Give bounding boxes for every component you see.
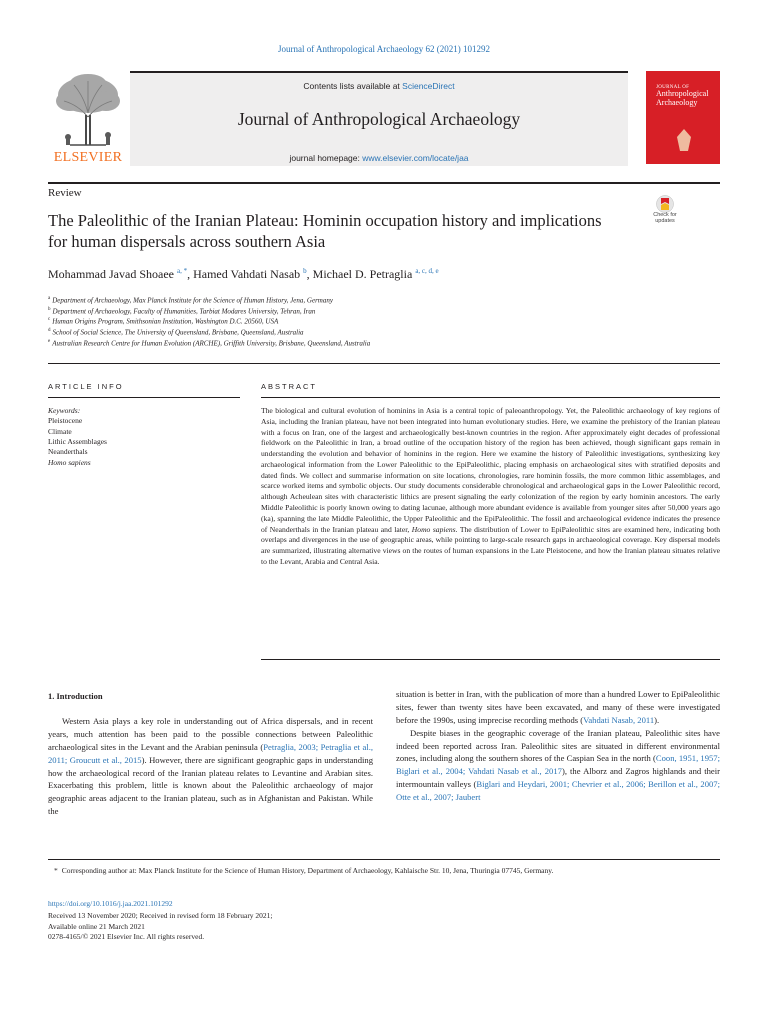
doi-link[interactable]: https://doi.org/10.1016/j.jaa.2021.101292 — [48, 899, 173, 908]
masthead-band — [130, 71, 628, 166]
keyword: Lithic Assemblages — [48, 437, 107, 447]
affiliation-mark: a — [48, 296, 51, 301]
body-text: Western Asia plays a key role in understanding out of Africa dispersals, and in recent years, much attention has been paid to the possible connections between Paleolithic archaeological sites in the Levant and the Arabian peninsula ( — [48, 716, 373, 752]
masthead — [48, 71, 628, 166]
author-name[interactable]: Michael D. Petraglia — [312, 267, 413, 281]
keyword: Homo sapiens — [48, 457, 91, 467]
affiliation-text: Department of Archaeology, Faculty of Humanities, Tarbiat Modares University, Tehran, Iran — [52, 307, 316, 316]
affiliation — [48, 327, 708, 338]
footnote-text: Corresponding author at: Max Planck Institute for the Science of Human History, Department of Archaeology, Kahlaische Str. 10, Jena, Thuringia 07745, Germany. — [61, 866, 554, 875]
affiliation-mark: d — [48, 328, 51, 334]
affiliation — [48, 338, 708, 349]
abstract-bottom-rule — [261, 659, 720, 660]
citation-link[interactable]: Biglari and Heydari, 2001; Chevrier et al., 2006; Berillon et al., 2007; Otte et al., 2007; Jaubert — [396, 779, 720, 803]
abstract-italic: Homo sapiens — [411, 524, 456, 534]
abstract-text — [261, 406, 720, 568]
article-info-heading: ARTICLE INFO — [48, 382, 124, 391]
author-marks[interactable]: b — [303, 267, 307, 275]
article-history — [48, 911, 273, 943]
check-updates-icon — [656, 195, 674, 213]
sciencedirect-link[interactable]: ScienceDirect — [402, 81, 455, 91]
article-type: Review — [48, 187, 82, 199]
check-updates-label — [647, 213, 683, 225]
journal-title: Journal of Anthropological Archaeology — [237, 109, 521, 129]
article-title: The Paleolithic of the Iranian Plateau: Hominin occupation history and implications for human dispersals across southern Asia — [48, 211, 602, 252]
contents-prefix: Contents lists available at — [303, 81, 403, 91]
elsevier-tree-logo — [48, 71, 128, 166]
journal-reference[interactable]: Journal of Anthropological Archaeology 62 (2021) 101292 — [278, 44, 490, 54]
homepage-link[interactable]: www.elsevier.com/locate/jaa — [362, 153, 469, 163]
affiliation — [48, 295, 708, 306]
cover-emblem-icon — [674, 127, 694, 153]
author-list — [48, 267, 439, 282]
contents-line — [130, 81, 628, 91]
check-updates-line-1: Check for — [653, 212, 677, 218]
author-name[interactable]: Hamed Vahdati Nasab — [193, 267, 301, 281]
tree-icon — [48, 71, 128, 149]
author-separator: , — [306, 267, 313, 281]
body-paragraph — [396, 727, 720, 804]
affiliation-mark: e — [48, 338, 51, 344]
keyword: Climate — [48, 426, 72, 436]
section-rule — [48, 363, 720, 364]
body-text: Despite biases in the geographic coverage of the Iranian plateau, Paleolithic sites have indeed been reported across Iran. Paleolithic sites are situated in different environmental zones, including along the southern shores of the Caspian Sea in the north ( — [396, 727, 720, 764]
author-marks[interactable]: a, c, d, e — [415, 267, 439, 275]
citation-link[interactable]: Coon, 1951, 1957; Biglari et al., 2004; Vahdati Nasab et al., 2017 — [396, 753, 720, 777]
affiliation-text: Department of Archaeology, Max Planck Institute for the Science of Human History, Jena, Germany — [52, 296, 333, 305]
received-dates: Received 13 November 2020; Received in revised form 18 February 2021; — [48, 911, 273, 920]
cover-small-text: JOURNAL OF — [656, 85, 690, 90]
affiliation — [48, 306, 708, 317]
keywords-block — [48, 406, 107, 468]
affiliation-list — [48, 295, 708, 348]
abstract-heading: ABSTRACT — [261, 382, 318, 391]
copyright-notice: 0278-4165/© 2021 Elsevier Inc. All rights reserved. — [48, 932, 205, 941]
keywords-label: Keywords: — [48, 406, 81, 415]
check-updates-line-2: updates — [655, 217, 675, 224]
journal-cover-thumbnail[interactable] — [646, 71, 720, 164]
author-name[interactable]: Mohammad Javad Shoaee — [48, 267, 174, 281]
available-online-date: Available online 21 March 2021 — [48, 921, 145, 931]
body-text: situation is better in Iran, with the publication of more than a hundred Lower to EpiPaleolithic sites, fewer than twenty sites have been excavated, and many of these were investigated before the 1990s, using imprecise recording methods ( — [396, 689, 720, 725]
affiliation-text: School of Social Science, The University of Queensland, Brisbane, Queensland, Australia — [52, 328, 304, 337]
affiliation-text: Australian Research Centre for Human Evolution (ARCHE), Griffith University, Brisbane, Queensland, Australia — [52, 339, 371, 348]
corresponding-author-footnote — [48, 865, 720, 876]
citation-link[interactable]: Petraglia, 2003; Petraglia et al., 2011; Groucutt et al., 2015 — [48, 741, 373, 765]
footnote-mark: * — [54, 866, 58, 875]
author-separator: , — [187, 267, 194, 281]
keyword: Neanderthals — [48, 447, 88, 457]
abstract-rule — [261, 397, 720, 398]
cover-text — [656, 85, 716, 107]
citation-link[interactable]: Vahdati Nasab, 2011 — [583, 714, 655, 725]
masthead-rule — [48, 182, 720, 184]
abstract-part-2: . The distribution of Lower to EpiPaleolithic sites are examined here, indicating both overlaps and divergences in the use of geographic areas, while pointing to large-scale research gaps in archaeological coverage. Key dispersal models are summarized, illustrating alternative views on the routes of human expansions in the Late Pleistocene, and how the Iranian plateau situates relative to the Levant, Arabia and Central Asia. — [261, 524, 721, 566]
affiliation — [48, 316, 708, 327]
body-column-left — [48, 715, 373, 818]
abstract-part-1: The biological and cultural evolution of hominins in Asia is a central topic of paleoanthropology. Yet, the Paleolithic archaeology of key regions of Asia, including the Iranian plateau, have not been integrated into human evolutionary studies. Here, we examine the prehistory of the Iranian plateau with a focus on Iran, one of the largest and archaeologically best-known countries in the region. After approximately eight decades of professional fieldwork on the Paleolithic in Iran, a broad outline of the occupation history of the region has been achieved, though significant gaps remain in understanding the evolution and behavior of hominins in the region. Here we examine the history of Paleolithic investigations, synthesizing key archaeological information from the Lower Paleolithic to the EpiPaleolithic, placing emphasis on archaeological sites with stratified deposits and dated finds. We collect and summarise information on site locations, chronologies, rare hominin fossils, the more common lithic assemblages, and scarce worked items and symbolic objects. Our study documents considerable chronological and archaeological gaps in the Lower Paleolithic record, although Acheulean sites with characteristic lithics are present signaling the early colonization of the region by early hominin ancestors. The early Middle Paleolithic is poorly known owing to dating lacunae, although more abundant evidence is available from younger sites after 50,000 years ago (ka), spanning the late Middle Paleolithic, the Upper Paleolithic and the EpiPaleolithic. The fossil and archaeological evidence indicates the presence of Neanderthals in the Iranian plateau and later, — [261, 406, 720, 534]
cover-line-2: Archaeology — [656, 97, 698, 107]
homepage-line — [130, 153, 628, 163]
body-column-right — [396, 688, 720, 804]
affiliation-mark: b — [48, 306, 51, 312]
body-text: ). However, there are significant geographic gaps in understanding how the archaeological record of the Iranian plateau relates to Levantine and Arabian sites. Exacerbating this problem, little is known about the Paleolithic archaeology of major geographic areas adjacent to the Iranian plateau, such as in Afghanistan and Pakistan. While the — [48, 754, 373, 817]
keyword: Pleistocene — [48, 416, 83, 426]
affiliation-text: Human Origins Program, Smithsonian Institution, Washington D.C. 20560, USA — [52, 317, 279, 326]
check-for-updates-badge[interactable] — [647, 195, 683, 233]
article-info-rule — [48, 397, 240, 398]
affiliation-mark: c — [48, 317, 51, 323]
body-text: ), the Alborz and Zagros highlands and their intermountain valleys ( — [396, 766, 720, 790]
footnote-rule — [48, 859, 720, 860]
body-text: ). — [654, 714, 660, 725]
elsevier-wordmark: ELSEVIER — [53, 150, 123, 165]
author-marks[interactable]: a, * — [176, 267, 188, 275]
cover-line-1: Anthropological — [656, 89, 709, 99]
body-paragraph — [396, 688, 720, 727]
homepage-prefix: journal homepage: — [289, 153, 363, 163]
introduction-heading: 1. Introduction — [48, 691, 103, 701]
